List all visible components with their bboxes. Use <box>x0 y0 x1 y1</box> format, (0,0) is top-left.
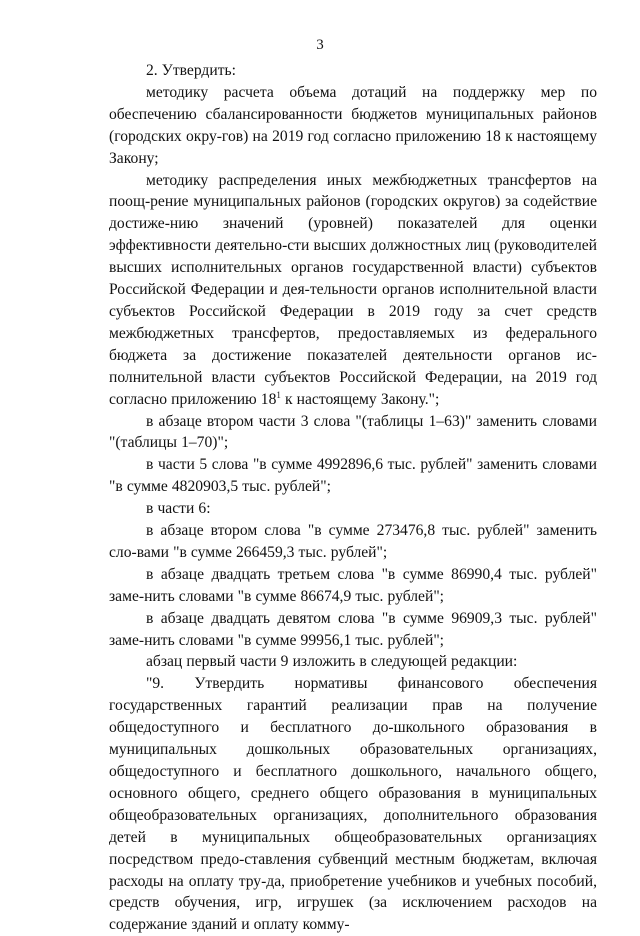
document-body <box>109 60 597 936</box>
paragraph-part-6-twenty-ninth: в абзаце двадцать девятом слова "в сумме 96909,3 тыс. рублей" заме-нить словами "в сумме 99956,1 тыс. рублей"; <box>109 609 597 649</box>
paragraph-part-6-twenty-third: в абзаце двадцать третьем слова "в сумме 86990,4 тыс. рублей" заме-нить словами "в сумме 86674,9 тыс. рублей"; <box>109 565 597 605</box>
paragraph-part-3-amendment: в абзаце втором части 3 слова "(таблицы 1–63)" заменить словами "(таблицы 1–70)"; <box>109 412 597 452</box>
paragraph-approve-heading: 2. Утвердить: <box>146 62 236 79</box>
paragraph-part-6-second: в абзаце втором слова "в сумме 273476,8 тыс. рублей" заменить сло-вами "в сумме 266459,3 тыс. рублей"; <box>109 522 597 561</box>
paragraph-part-9-text: "9. Утвердить нормативы финансового обеспечения государственных гарантий реализации прав на получение общедоступного и бесплатного до-школьного образования в муниципальных дошкольных образовательных организациях, общедоступного и бесплатного дошкольного, начального общего, основного общего, среднего общего образования в муниципальных общеобразовательных организациях, дополнительного образования детей в муниципальных общеобразовательных организациях посредством предо-ставления субвенций местным бюджетам, включая расходы на оплату тру-да, приобретение учебников и учебных пособий, средств обучения, игр, игрушек (за исключением расходов на содержание зданий и оплату комму- <box>109 675 597 934</box>
paragraph-subsidy-methodology: методику расчета объема дотаций на поддержку мер по обеспечению сбалансированности бюджетов муниципальных районов (городских окру-гов) на 2019 год согласно приложению 18 к настоящему Закону; <box>109 83 597 167</box>
page-number: 3 <box>316 37 324 53</box>
paragraph-transfer-methodology-text: методику распределения иных межбюджетных трансфертов на поощ-рение муниципальных районов (городских округов) за содействие достиже-нию значений (уровней) показателей для оценки эффективности деятельно-сти высших должностных лиц (руководителей высших исполнительных органов государственной власти) субъектов Российской Федерации и дея-тельности органов исполнительной власти субъектов Российской Федерации в 2019 году за счет средств межбюджетных трансфертов, предоставляемых из федерального бюджета за достижение показателей деятельности органов ис-полнительной власти субъектов Российской Федерации, на 2019 год согласно приложению 18 <box>109 171 597 408</box>
paragraph-transfer-methodology <box>109 170 597 411</box>
footnote-marker: 1 <box>276 389 281 400</box>
paragraph-transfer-methodology-tail: к настоящему Закону."; <box>280 390 440 408</box>
paragraph-part-6-heading: в части 6: <box>146 500 211 518</box>
paragraph-part-9-heading: абзац первый части 9 изложить в следующей редакции: <box>146 653 518 671</box>
paragraph-part-5-amendment: в части 5 слова "в сумме 4992896,6 тыс. рублей" заменить словами "в сумме 4820903,5 тыс. рублей"; <box>109 456 597 496</box>
